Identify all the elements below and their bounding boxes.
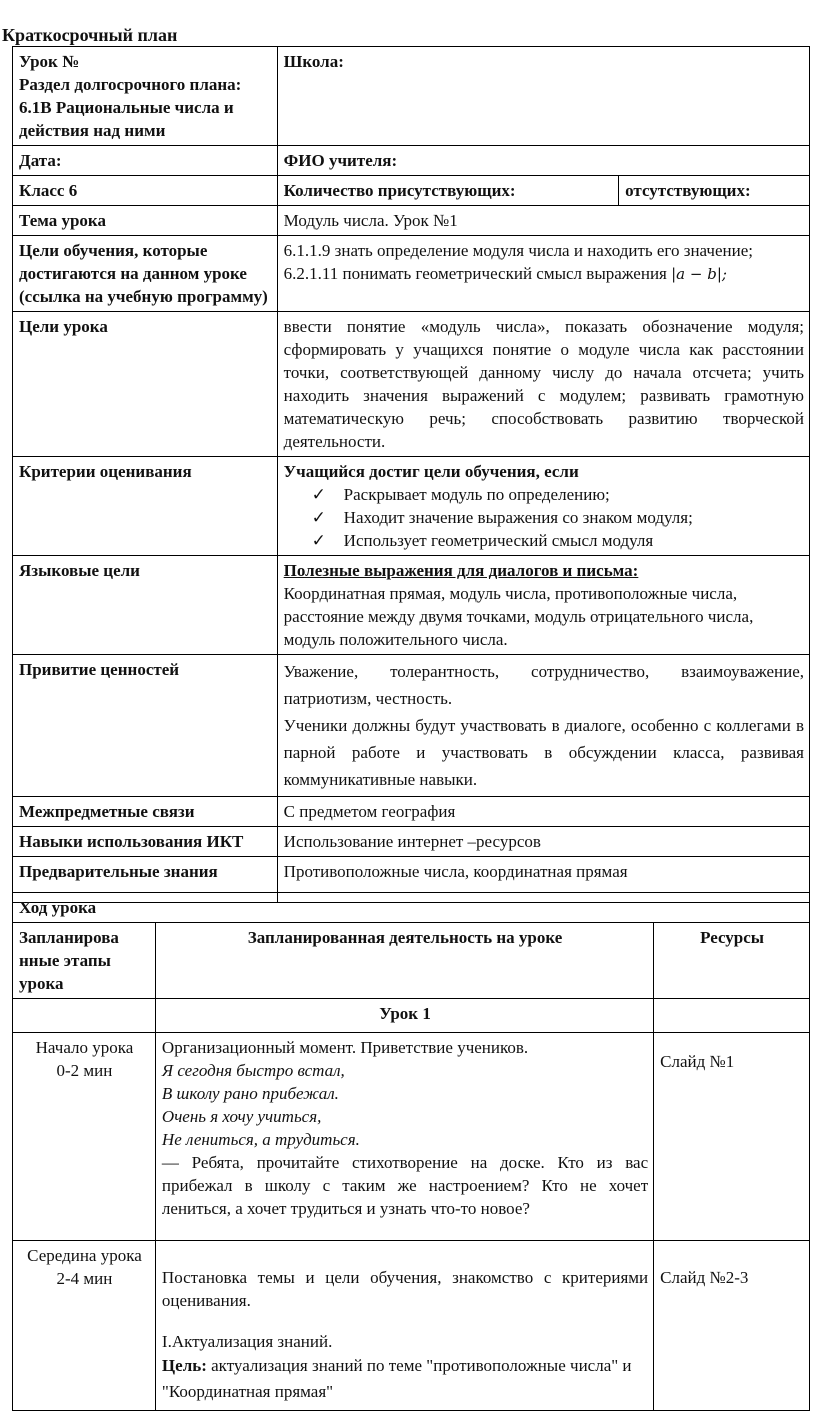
learning-goal-2-text: 6.2.1.11 понимать геометрический смысл выражения <box>283 264 667 283</box>
useful-phrases-heading: Полезные выражения для диалогов и письма: <box>283 561 639 580</box>
class-row <box>13 176 810 206</box>
stage-start-name: Начало урока <box>35 1038 134 1057</box>
cross-subject-label: Межпредметные связи <box>13 797 278 827</box>
topic-row <box>13 206 810 236</box>
stage-middle-cell <box>13 1241 156 1411</box>
stage-start-cell <box>13 1033 156 1241</box>
learning-goals-label: Цели обучения, которые достигаются на данном уроке (ссылка на учебную программу) <box>13 236 278 312</box>
useful-phrases-text: Координатная прямая, модуль числа, противоположные числа, расстояние между двумя точками, модуль отрицательного числа, модуль положительного числа. <box>283 584 754 649</box>
criteria-item-text: Находит значение выражения со знаком модуля; <box>343 508 693 527</box>
long-term-section: Раздел долгосрочного плана: 6.1В Рациональные числа и действия над ними <box>19 75 242 140</box>
teacher-label: ФИО учителя: <box>277 146 809 176</box>
criteria-list <box>284 483 804 552</box>
absent-label: отсутствующих: <box>619 176 810 206</box>
learning-goals-value <box>277 236 809 312</box>
stage-middle-resource <box>654 1241 810 1411</box>
ict-value: Использование интернет –ресурсов <box>277 827 809 857</box>
criteria-item-text: Использует геометрический смысл модуля <box>343 531 654 550</box>
slide-1-label: Слайд №1 <box>660 1052 735 1071</box>
stage-start-text: — Ребята, прочитайте стихотворение на доске. Кто из вас прибежал в школу с таким же настроением? Кто не хочет лениться, а хочет трудиться и узнать что-то новое? <box>161 1153 649 1218</box>
cross-subject-row <box>13 797 810 827</box>
resources-column-header: Ресурсы <box>654 923 810 999</box>
lesson-number: Урок 1 <box>155 999 653 1033</box>
stage-middle-row <box>13 1241 810 1411</box>
stage-middle-text: Постановка темы и цели обучения, знакомство с критериями оценивания. <box>161 1268 649 1310</box>
values-text-1: Уважение, толерантность, сотрудничество, взаимоуважение, патриотизм, честность. <box>283 662 804 708</box>
cross-subject-value: С предметом география <box>277 797 809 827</box>
stages-column-header: Запланирова нные этапы урока <box>13 923 156 999</box>
criteria-item <box>284 506 804 529</box>
checkmark-icon: ✓ <box>311 485 326 504</box>
topic-value: Модуль числа. Урок №1 <box>277 206 809 236</box>
slide-2-3-label: Слайд №2-3 <box>660 1268 749 1287</box>
learning-goals-row <box>13 236 810 312</box>
goal-label: Цель: <box>161 1356 207 1375</box>
stage-start-row <box>13 1033 810 1241</box>
actualization-heading: I.Актуализация знаний. <box>161 1332 333 1351</box>
values-value <box>277 655 809 797</box>
empty-cell <box>13 999 156 1033</box>
poem-line: В школу рано прибежал. <box>161 1084 339 1103</box>
criteria-item <box>284 529 804 552</box>
stage-middle-time: 2-4 мин <box>56 1269 113 1288</box>
lesson-goals-label: Цели урока <box>13 312 278 457</box>
poem-line: Очень я хочу учиться, <box>161 1107 322 1126</box>
ict-label: Навыки использования ИКТ <box>13 827 278 857</box>
language-goals-value <box>277 556 809 655</box>
lesson-course-table <box>12 892 810 1411</box>
lesson-section-cell <box>13 47 278 146</box>
criteria-label: Критерии оценивания <box>13 457 278 556</box>
course-heading: Ход урока <box>13 893 810 923</box>
course-heading-row <box>13 893 810 923</box>
lesson-goals-value: ввести понятие «модуль числа», показать обозначение модуля; сформировать у учащихся понятие о модуле числа как расстоянии точки, соответствующей данному числу до начала отсчета; учить находить значения выражений с модулем; развивать грамотную математическую речь; способствовать развитию творческой деятельности. <box>277 312 809 457</box>
criteria-heading: Учащийся достиг цели обучения, если <box>283 462 579 481</box>
stage-middle-goal <box>162 1353 648 1405</box>
criteria-row <box>13 457 810 556</box>
stage-middle-activity <box>155 1241 653 1411</box>
checkmark-icon: ✓ <box>311 508 326 527</box>
language-goals-row <box>13 556 810 655</box>
class-label: Класс 6 <box>13 176 278 206</box>
school-label: Школа: <box>277 47 809 146</box>
learning-goal-2 <box>284 262 804 286</box>
course-columns-row <box>13 923 810 999</box>
criteria-item <box>284 483 804 506</box>
math-expression: |a − b|; <box>671 265 727 283</box>
date-row <box>13 146 810 176</box>
stage-start-activity <box>155 1033 653 1241</box>
criteria-value <box>277 457 809 556</box>
present-label: Количество присутствующих: <box>277 176 618 206</box>
lesson-number-row <box>13 999 810 1033</box>
stage-middle-name: Середина урока <box>27 1246 142 1265</box>
values-text-2: Ученики должны будут участвовать в диалоге, особенно с коллегами в парной работе и участвовать в обсуждении класса, развивая коммуникативные навыки. <box>283 716 804 789</box>
values-row <box>13 655 810 797</box>
header-row <box>13 47 810 146</box>
topic-label: Тема урока <box>13 206 278 236</box>
goal-text: актуализация знаний по теме "противоположные числа" и "Координатная прямая" <box>161 1356 632 1401</box>
prior-knowledge-label: Предварительные знания <box>13 857 278 903</box>
language-goals-label: Языковые цели <box>13 556 278 655</box>
lesson-number-label: Урок № <box>19 52 80 71</box>
values-label: Привитие ценностей <box>13 655 278 797</box>
checkmark-icon: ✓ <box>311 531 326 550</box>
greeting-text: Организационный момент. Приветствие учеников. <box>161 1038 529 1057</box>
stage-start-time: 0-2 мин <box>56 1061 113 1080</box>
poem-line: Я сегодня быстро встал, <box>161 1061 345 1080</box>
prior-knowledge-value: Противоположные числа, координатная прямая <box>277 857 809 903</box>
learning-goal-1: 6.1.1.9 знать определение модуля числа и находить его значение; <box>283 241 753 260</box>
empty-cell <box>654 999 810 1033</box>
criteria-item-text: Раскрывает модуль по определению; <box>343 485 610 504</box>
stage-start-resource <box>654 1033 810 1241</box>
poem-line: Не лениться, а трудиться. <box>161 1130 360 1149</box>
lesson-plan-table <box>12 46 810 903</box>
page-title: Краткосрочный план <box>2 25 178 45</box>
ict-row <box>13 827 810 857</box>
lesson-goals-row <box>13 312 810 457</box>
date-label: Дата: <box>13 146 278 176</box>
activity-column-header: Запланированная деятельность на уроке <box>155 923 653 999</box>
